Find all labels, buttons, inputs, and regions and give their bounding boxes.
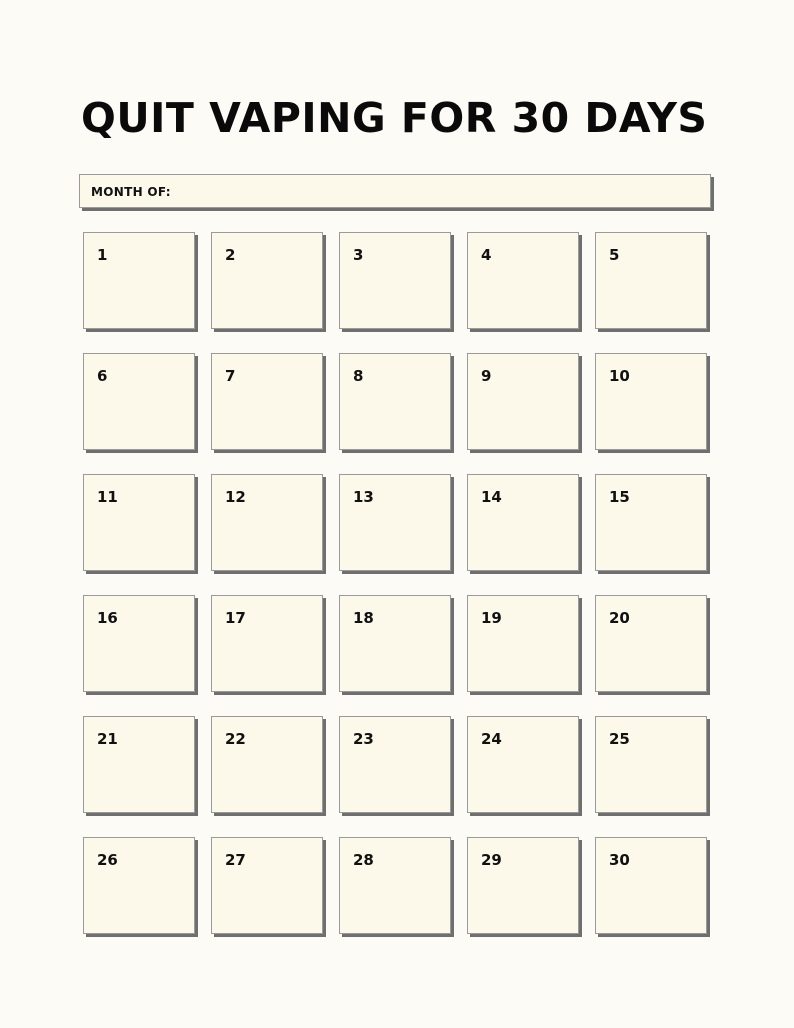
day-number: 9 [481, 367, 492, 385]
day-number: 19 [481, 609, 502, 627]
month-field[interactable] [79, 174, 711, 208]
day-box[interactable] [467, 232, 579, 329]
day-number: 21 [97, 730, 118, 748]
day-number: 7 [225, 367, 236, 385]
day-box[interactable] [211, 595, 323, 692]
day-box[interactable] [211, 353, 323, 450]
day-box[interactable] [467, 353, 579, 450]
day-box[interactable] [83, 353, 195, 450]
day-number: 5 [609, 246, 620, 264]
day-number: 3 [353, 246, 364, 264]
day-box[interactable] [467, 716, 579, 813]
day-box[interactable] [339, 353, 451, 450]
day-number: 2 [225, 246, 236, 264]
day-box[interactable] [467, 474, 579, 571]
day-box[interactable] [595, 595, 707, 692]
day-box[interactable] [595, 474, 707, 571]
day-box[interactable] [211, 716, 323, 813]
day-box[interactable] [83, 595, 195, 692]
day-box[interactable] [595, 716, 707, 813]
day-box[interactable] [211, 837, 323, 934]
day-number: 8 [353, 367, 364, 385]
day-number: 13 [353, 488, 374, 506]
page-title: QUIT VAPING FOR 30 DAYS [81, 94, 708, 142]
day-box[interactable] [339, 595, 451, 692]
day-number: 15 [609, 488, 630, 506]
day-box[interactable] [467, 837, 579, 934]
day-box[interactable] [83, 837, 195, 934]
day-number: 24 [481, 730, 502, 748]
day-number: 22 [225, 730, 246, 748]
day-box[interactable] [467, 595, 579, 692]
day-number: 11 [97, 488, 118, 506]
day-number: 14 [481, 488, 502, 506]
day-box[interactable] [339, 716, 451, 813]
day-number: 26 [97, 851, 118, 869]
day-box[interactable] [339, 232, 451, 329]
day-number: 17 [225, 609, 246, 627]
day-number: 30 [609, 851, 630, 869]
day-box[interactable] [339, 837, 451, 934]
day-number: 28 [353, 851, 374, 869]
day-box[interactable] [211, 474, 323, 571]
day-number: 6 [97, 367, 108, 385]
day-grid [83, 232, 711, 938]
month-label: MONTH OF: [91, 185, 171, 199]
day-box[interactable] [339, 474, 451, 571]
day-box[interactable] [83, 474, 195, 571]
day-box[interactable] [595, 837, 707, 934]
day-box[interactable] [83, 716, 195, 813]
day-box[interactable] [595, 353, 707, 450]
day-number: 27 [225, 851, 246, 869]
day-box[interactable] [595, 232, 707, 329]
day-number: 4 [481, 246, 492, 264]
day-number: 29 [481, 851, 502, 869]
day-number: 12 [225, 488, 246, 506]
day-number: 20 [609, 609, 630, 627]
day-box[interactable] [211, 232, 323, 329]
day-box[interactable] [83, 232, 195, 329]
day-number: 23 [353, 730, 374, 748]
day-number: 25 [609, 730, 630, 748]
day-number: 1 [97, 246, 108, 264]
day-number: 18 [353, 609, 374, 627]
day-number: 16 [97, 609, 118, 627]
day-number: 10 [609, 367, 630, 385]
